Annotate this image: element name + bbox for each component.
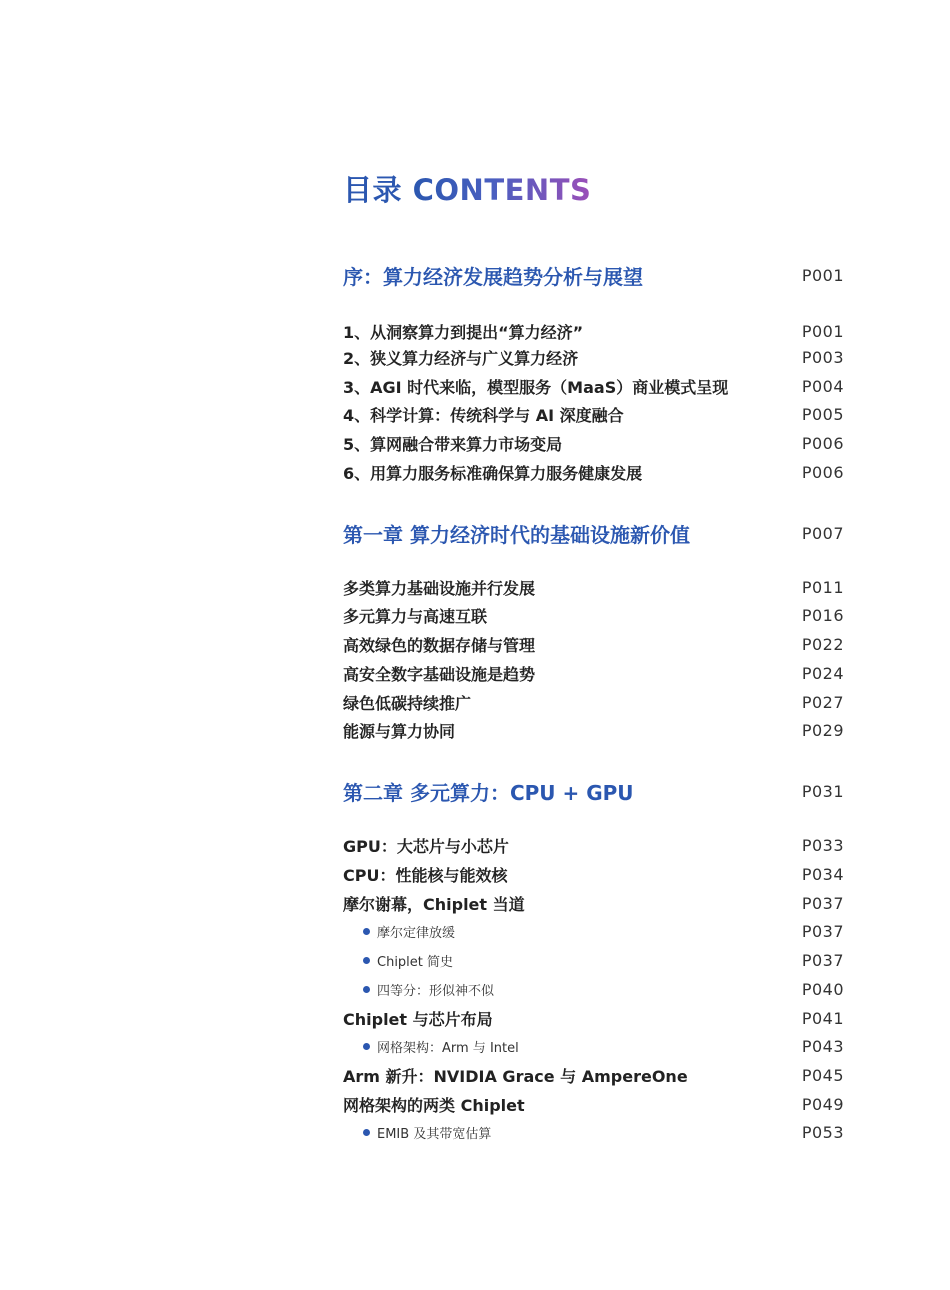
toc-page-number: P027	[801, 692, 844, 712]
toc-entry-title: 第一章 算力经济时代的基础设施新价值	[343, 522, 690, 547]
bullet-dot-icon	[363, 957, 370, 964]
toc-entry-title: 第二章 多元算力：CPU + GPU	[343, 780, 634, 805]
title-english: CONTENTS	[412, 173, 592, 207]
toc-entry-title: GPU：大芯片与小芯片	[343, 836, 509, 856]
toc-entry-title	[343, 980, 494, 999]
toc-page-number: P037	[801, 950, 844, 970]
toc-page-number: P006	[801, 462, 844, 482]
toc-page-number: P045	[801, 1065, 844, 1085]
toc-section-heading	[343, 518, 844, 548]
toc-entry	[343, 574, 844, 600]
toc-entry	[343, 689, 844, 715]
toc-entry	[343, 318, 844, 344]
toc-page-number: P053	[801, 1122, 844, 1142]
toc-subentry	[343, 977, 844, 1001]
bullet-dot-icon	[363, 928, 370, 935]
toc-subentry-label: 四等分：形似神不似	[377, 983, 495, 999]
toc-page-number: P007	[801, 523, 844, 543]
title-chinese: 目录	[343, 173, 403, 207]
toc-entry-title	[343, 922, 455, 941]
toc-section-heading	[343, 260, 844, 290]
toc-entry-title: 多元算力与高速互联	[343, 606, 488, 626]
toc-entry	[343, 1091, 844, 1117]
toc-page-number: P037	[801, 893, 844, 913]
toc-subentry	[343, 1120, 844, 1144]
toc-entry-title	[343, 1037, 519, 1056]
toc-entry-title: CPU：性能核与能效核	[343, 865, 508, 885]
toc-entry	[343, 344, 844, 370]
toc-subentry-label: 网格架构：Arm 与 Intel	[377, 1040, 519, 1056]
toc-entry-title: 1、从洞察算力到提出“算力经济”	[343, 322, 584, 342]
toc-page-number: P016	[801, 605, 844, 625]
toc-entry	[343, 373, 844, 399]
toc-entry-title: 高效绿色的数据存储与管理	[343, 635, 536, 655]
toc-entry-title	[343, 951, 453, 970]
toc-entry-title: 绿色低碳持续推广	[343, 693, 472, 713]
toc-page-number: P004	[801, 376, 844, 396]
toc-entry-title: 多类算力基础设施并行发展	[343, 578, 536, 598]
toc-entry	[343, 459, 844, 485]
bullet-dot-icon	[363, 1043, 370, 1050]
toc-entry	[343, 401, 844, 427]
toc-page-number: P003	[801, 347, 844, 367]
toc-entry	[343, 660, 844, 686]
toc-subentry-label: 摩尔定律放缓	[377, 925, 456, 941]
toc-entry	[343, 861, 844, 887]
toc-page-number: P031	[801, 781, 844, 801]
toc-entry	[343, 717, 844, 743]
bullet-dot-icon	[363, 986, 370, 993]
toc-page-number: P001	[801, 321, 844, 341]
toc-entry-title: 摩尔谢幕，Chiplet 当道	[343, 894, 525, 914]
toc-entry-title	[343, 1123, 491, 1142]
page-title	[343, 168, 591, 209]
toc-subentry	[343, 948, 844, 972]
toc-subentry	[343, 1034, 844, 1058]
toc-entry-title: 能源与算力协同	[343, 721, 456, 741]
toc-page-number: P029	[801, 720, 844, 740]
toc-page-number: P041	[801, 1008, 844, 1028]
toc-entry-title: 3、AGI 时代来临，模型服务（MaaS）商业模式呈现	[343, 377, 729, 397]
toc-entry	[343, 1005, 844, 1031]
toc-subentry	[343, 919, 844, 943]
toc-subentry-label: EMIB 及其带宽估算	[377, 1126, 492, 1142]
toc-page-number: P022	[801, 634, 844, 654]
toc-entry-title: 5、算网融合带来算力市场变局	[343, 434, 563, 454]
toc-page-number: P011	[801, 577, 844, 597]
toc-entry-title: Chiplet 与芯片布局	[343, 1009, 493, 1029]
toc-page-number: P006	[801, 433, 844, 453]
toc-subentry-label: Chiplet 简史	[377, 954, 454, 970]
toc-entry-title: 网格架构的两类 Chiplet	[343, 1095, 525, 1115]
toc-entry-title: Arm 新升：NVIDIA Grace 与 AmpereOne	[343, 1066, 688, 1086]
toc-page-number: P034	[801, 864, 844, 884]
toc-section-heading	[343, 776, 844, 806]
toc-entry	[343, 430, 844, 456]
toc-entry	[343, 1062, 844, 1088]
toc-page-number: P024	[801, 663, 844, 683]
toc-entry-title: 序：算力经济发展趋势分析与展望	[343, 264, 643, 289]
toc-page-number: P040	[801, 979, 844, 999]
toc-page-number: P001	[801, 265, 844, 285]
toc-page-number: P043	[801, 1036, 844, 1056]
toc-entry-title: 4、科学计算：传统科学与 AI 深度融合	[343, 405, 624, 425]
toc-entry-title: 6、用算力服务标准确保算力服务健康发展	[343, 463, 643, 483]
bullet-dot-icon	[363, 1129, 370, 1136]
toc-entry-title: 2、狭义算力经济与广义算力经济	[343, 348, 579, 368]
toc-page-number: P033	[801, 835, 844, 855]
toc-page-number: P037	[801, 921, 844, 941]
toc-page-number: P049	[801, 1094, 844, 1114]
toc-entry	[343, 832, 844, 858]
toc-entry-title: 高安全数字基础设施是趋势	[343, 664, 536, 684]
toc-page-number: P005	[801, 404, 844, 424]
toc-entry	[343, 890, 844, 916]
toc-entry	[343, 631, 844, 657]
toc-entry	[343, 602, 844, 628]
